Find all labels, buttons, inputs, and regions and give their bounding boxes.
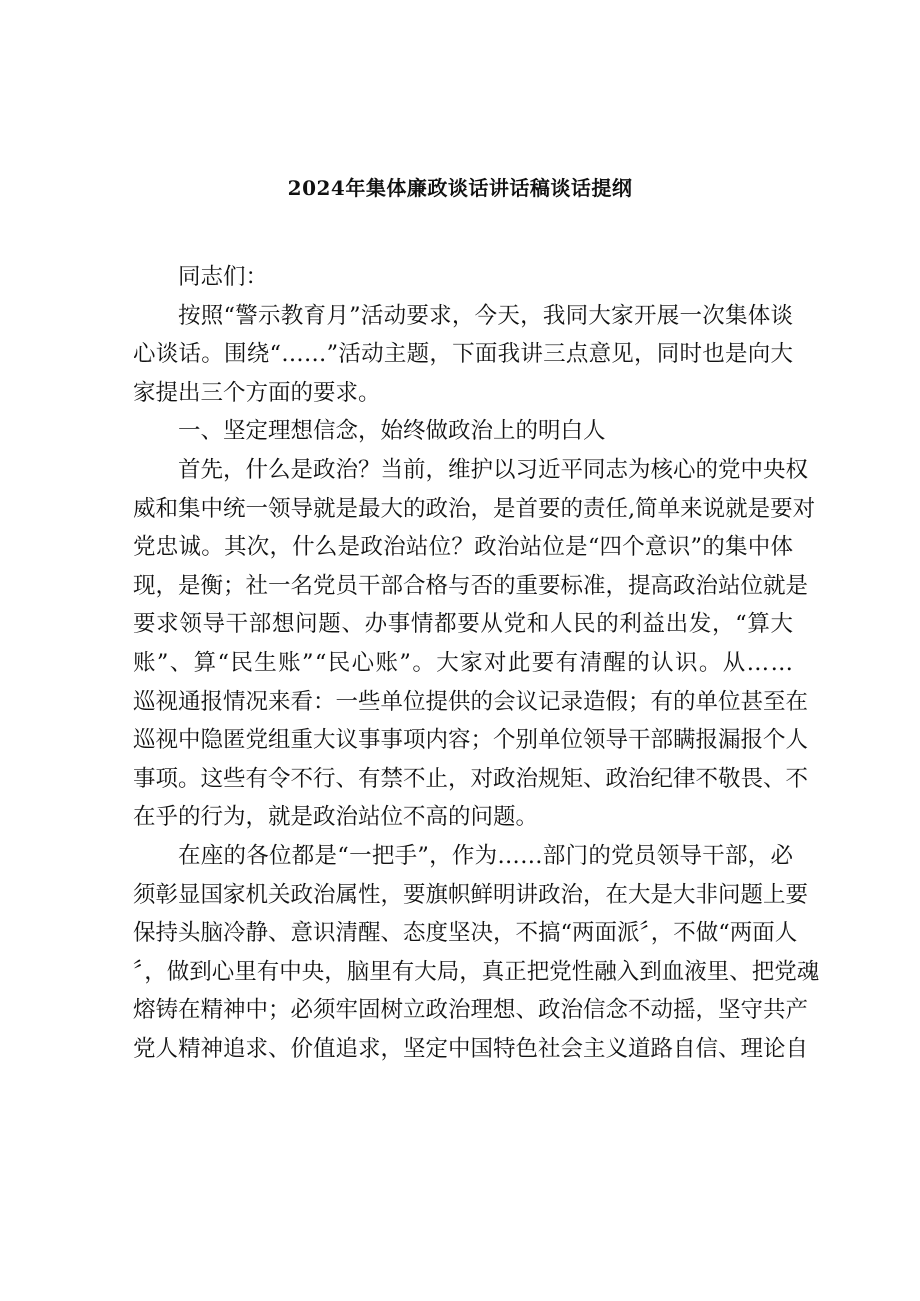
text-line: 账”、算“民生账”“民心账”。大家对此要有清醒的认识。从…… xyxy=(133,649,795,676)
text-line: 一、坚定理想信念，始终做政治上的明白人 xyxy=(178,418,606,445)
text-line: 党忠诚。其次，什么是政治站位？政治站位是“四个意识”的集中体 xyxy=(133,534,794,561)
text-line: 保持头脑冷静、意识清醒、态度坚决，不搞“两面派〞，不做“两面人 xyxy=(133,920,798,947)
document-title: 2024年集体廉政谈话讲话稿谈话提纲 xyxy=(287,176,633,200)
text-line: 在座的各位都是“一把手”，作为……部门的党员领导干部，必 xyxy=(178,842,794,869)
text-line: 按照“警示教育月”活动要求，今天，我同大家开展一次集体谈 xyxy=(178,302,794,329)
salutation: 同志们： xyxy=(178,264,269,290)
text-line: 〞，做到心里有中央，脑里有大局，真正把党性融入到血液里、把党魂 xyxy=(133,958,820,985)
document-body xyxy=(133,258,820,1068)
text-line: 巡视通报情况来看：一些单位提供的会议记录造假；有的单位甚至在 xyxy=(133,688,809,715)
text-line: 在乎的行为，就是政治站位不高的问题。 xyxy=(133,804,539,831)
text-line: 家提出三个方面的要求。 xyxy=(133,379,381,406)
text-line: 心谈话。围绕“……”活动主题，下面我讲三点意见，同时也是向大 xyxy=(133,341,794,368)
text-line: 现，是衡；社一名党员干部合格与否的重要标准，提高政治站位就是 xyxy=(133,572,809,599)
text-line: 巡视中隐匿党组重大议事事项内容；个别单位领导干部瞒报漏报个人 xyxy=(133,727,809,754)
text-line: 威和集中统一领导就是最大的政治，是首要的责任,简单来说就是要对 xyxy=(133,495,816,522)
text-line: 党人精神追求、价值追求，坚定中国特色社会主义道路自信、理论自 xyxy=(133,1035,809,1062)
text-line: 事项。这些有令不行、有禁不止，对政治规矩、政治纪律不敬畏、不 xyxy=(133,765,809,792)
text-line: 须彰显国家机关政治属性，要旗帜鲜明讲政治，在大是大非问题上要 xyxy=(133,881,809,908)
paragraph-lines xyxy=(133,297,820,1069)
text-line: 首先，什么是政治？当前，维护以习近平同志为核心的党中央权 xyxy=(178,456,809,483)
text-line: 要求领导干部想问题、办事情都要从党和人民的利益出发，“算大 xyxy=(133,611,794,638)
text-line: 熔铸在精神中；必须牢固树立政治理想、政治信念不动摇，坚守共产 xyxy=(133,997,809,1024)
